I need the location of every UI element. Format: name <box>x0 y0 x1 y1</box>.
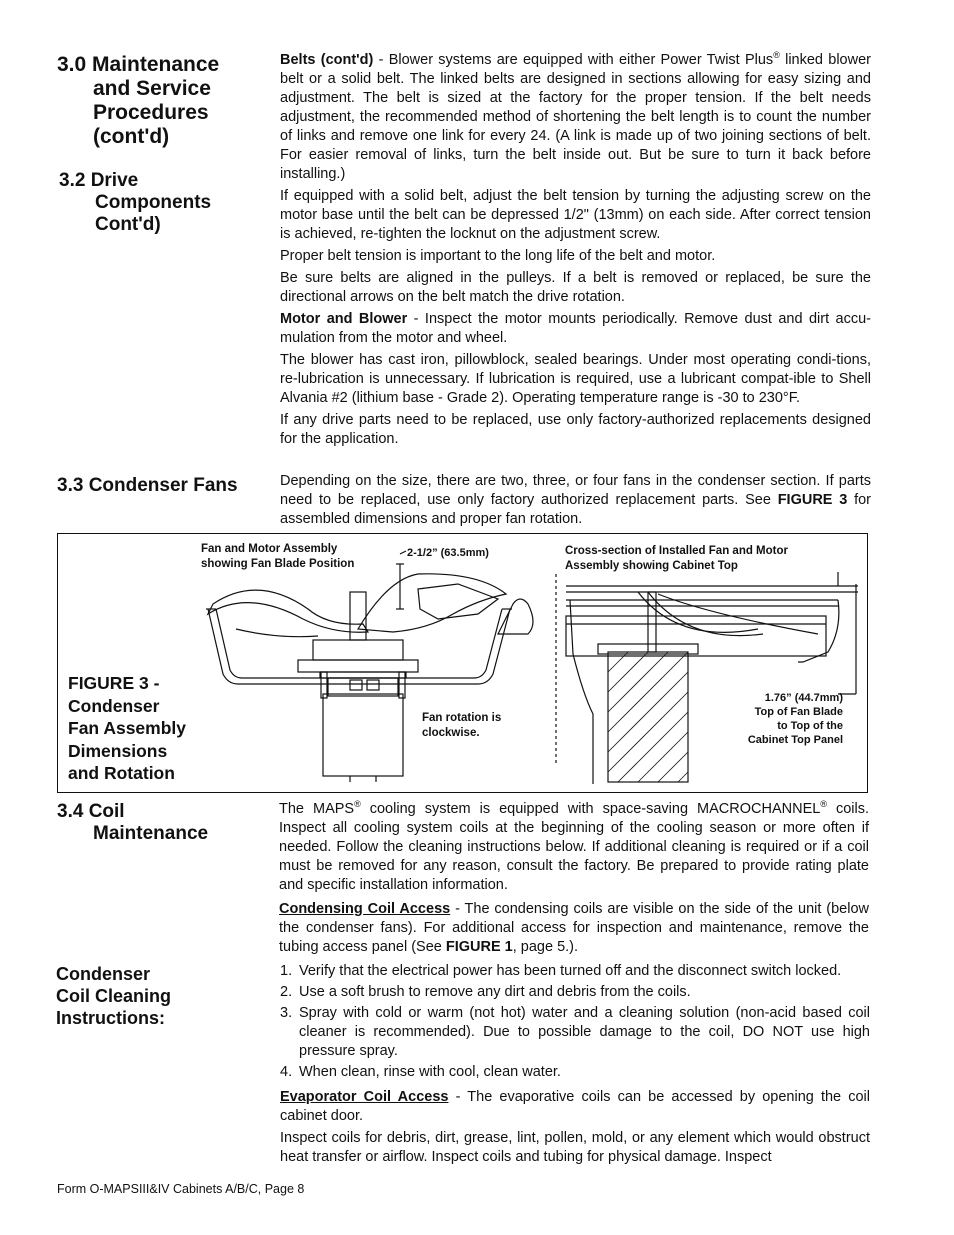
section-3-3-heading: 3.3 Condenser Fans <box>57 475 238 496</box>
figure-3-box <box>57 533 868 793</box>
belt-alignment-paragraph: Be sure belts are aligned in the pulleys. If a belt is removed or replaced, be sure the directional arrows on the belt match the drive rotation. <box>280 270 871 305</box>
blade-to-top-dimension: 1.76” (44.7mm) Top of Fan Blade to Top of the Cabinet Top Panel <box>747 692 843 746</box>
coil-maintenance-text: The MAPS® cooling system is equipped with space-saving MACROCHANNEL® coils. Inspect all cooling system coils at the beginning of the cooling season or more often if needed. Follow the cleaning instructions below. If additional cleaning is required or if a coil must be removed for any reason, consult the factory. Be prepared to provide rating plate and specific installation information. Condensing Coil Access - The condensing coils are visible on the side of the unit (below the condenser fans). For additional access for inspection and maintenance, remove the tubing access panel (See FIGURE 1, page 5.). <box>279 799 869 955</box>
belt-tension-paragraph: Proper belt tension is important to the long life of the belt and motor. <box>280 248 716 264</box>
cleaning-instructions-text: 1. Verify that the electrical power has been turned off and the disconnect switch locked. 2. Use a soft brush to remove any dirt and debris from the coils. 3. Spray with cold or warm (not hot) water and a cleaning solution (non-acid based coil cleaner is recommended). Due to possible damage to the coil, DO NOT use high pressure spray. 4. When clean, rinse with cool, clean water. Evaporator Coil Access - The evaporative coils can be accessed by opening the coil cabinet door. Inspect coils for debris, dirt, grease, lint, pollen, mold, or any element which would obstruct heat transfer or airflow. Inspect coils and tubing for physical damage. Inspect <box>280 963 870 1165</box>
solid-belt-paragraph: If equipped with a solid belt, adjust the belt tension by turning the adjusting screw on the motor base until the belt can be depressed 1/2" (13mm) on each side. After correct tension is achieved, re-tighten the locknut on the adjustment screw. <box>280 188 871 242</box>
fan-motor-assembly-caption: Fan and Motor Assembly showing Fan Blade Position <box>201 543 355 570</box>
motor-blower-paragraph: Motor and Blower - Inspect the motor mounts periodically. Remove dust and dirt accu-mulation from the motor and wheel. <box>280 311 871 346</box>
drive-parts-paragraph: If any drive parts need to be replaced, use only factory-authorized replacements designed for the application. <box>280 412 871 447</box>
bearings-paragraph: The blower has cast iron, pillowblock, sealed bearings. Under most operating condi-tions, re-lubrication is unnecessary. If lubrication is required, use a lubricant compat-ible to Shell Alvania #2 (lithium base - Grade 2). Operating temperature range is -30 to 230°F. <box>280 352 871 406</box>
drive-components-text <box>280 51 871 452</box>
cleaning-instructions-heading: Condenser Coil Cleaning Instructions: <box>56 964 172 1028</box>
cross-section-caption: Cross-section of Installed Fan and Motor Assembly showing Cabinet Top <box>565 545 788 572</box>
page-footer: Form O-MAPSIII&IV Cabinets A/B/C, Page 8 <box>57 1182 305 1196</box>
list-item: 1. Verify that the electrical power has been turned off and the disconnect switch locked. <box>280 963 842 979</box>
belts-paragraph: Belts (cont'd) - Blower systems are equipped with either Power Twist Plus® linked blower belt or a solid belt. The linked belts are designed in sections allowing for easy sizing and adjustment. The belt is sized at the factory for the proper tension. If the belt needs adjustment, the recommended method of shortening the belt length is to count the number of links and remove one link for every 24. (A link is made up of two joining sections of belt. For easier removal of links, turn the belt inside out. But be sure to turn it back before installing.) <box>280 50 871 182</box>
section-3-4-heading: 3.4 Coil Maintenance <box>57 801 209 844</box>
fan-rotation-note: Fan rotation is clockwise. <box>422 712 502 739</box>
section-3-0-heading: 3.0 Maintenance and Service Procedures (cont'd) <box>57 53 220 148</box>
blade-height-dimension: 2-1/2” (63.5mm) <box>407 547 489 559</box>
list-item: 2. Use a soft brush to remove any dirt and debris from the coils. <box>280 984 691 1000</box>
figure-3-title: FIGURE 3 - Condenser Fan Assembly Dimensions and Rotation <box>68 673 187 783</box>
cleaning-steps-list <box>280 962 870 1082</box>
list-item: 3. Spray with cold or warm (not hot) water and a cleaning solution (non-acid based coil cleaner is recommended). Due to possible damage to the coil, DO NOT use high pressure spray. <box>280 1005 870 1059</box>
condenser-fans-text: Depending on the size, there are two, three, or four fans in the condenser section. If parts need to be replaced, use only factory authorized replacement parts. See FIGURE 3 for assembled dimensions and proper fan rotation. <box>280 473 872 527</box>
list-item: 4. When clean, rinse with cool, clean water. <box>280 1064 561 1080</box>
section-3-2-heading: 3.2 Drive Components Cont'd) <box>59 170 212 235</box>
